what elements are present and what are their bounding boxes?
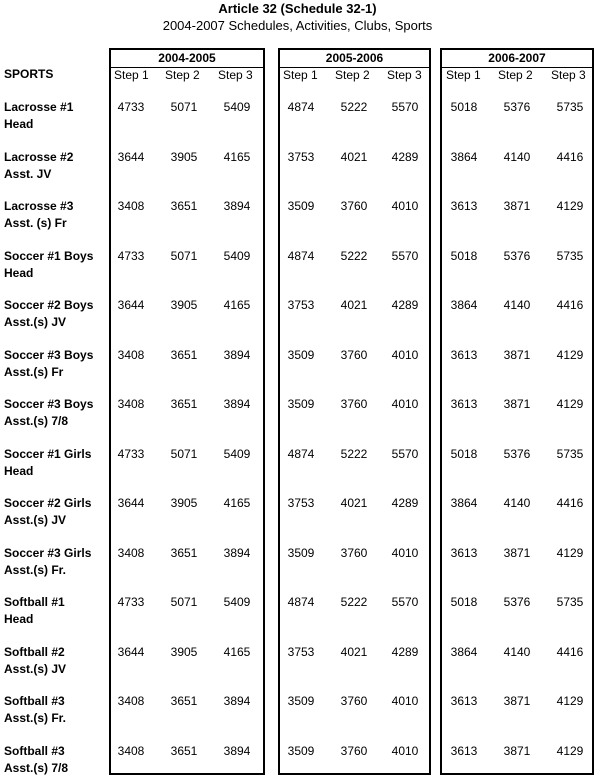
salary-cell: 3871 — [503, 397, 531, 411]
sport-position: Head — [4, 612, 34, 626]
salary-cell: 4010 — [391, 199, 419, 213]
year-header: 2005-2006 — [325, 51, 384, 65]
step-header: Step 3 — [218, 68, 253, 82]
salary-cell: 3408 — [117, 347, 145, 362]
salary-cell: 3408 — [117, 199, 145, 213]
salary-cell: 4165 — [223, 149, 251, 164]
salary-cell: 3871 — [503, 743, 531, 758]
salary-cell: 3871 — [503, 545, 531, 560]
step-header: Step 2 — [165, 68, 200, 82]
salary-cell: 3613 — [450, 743, 478, 758]
salary-cell: 4289 — [391, 298, 419, 312]
salary-cell: 3644 — [117, 644, 145, 659]
salary-cell: 4010 — [391, 545, 419, 560]
salary-cell: 3864 — [450, 149, 478, 164]
salary-cell: 3509 — [287, 397, 315, 411]
salary-cell: 3905 — [170, 644, 198, 659]
salary-cell: 5071 — [170, 248, 198, 263]
salary-cell: 3644 — [117, 149, 145, 164]
year-header: 2006-2007 — [488, 51, 546, 65]
salary-cell: 3753 — [287, 644, 315, 659]
salary-cell: 5018 — [450, 248, 478, 263]
year-header: 2004-2005 — [158, 51, 216, 65]
salary-cell: 5071 — [170, 595, 198, 609]
salary-cell: 5018 — [450, 446, 478, 461]
salary-cell: 5409 — [223, 248, 251, 263]
salary-cell: 3894 — [223, 694, 251, 708]
sport-position: Asst.(s) JV — [4, 513, 67, 527]
salary-cell: 4416 — [556, 496, 584, 510]
sport-position: Asst. JV — [4, 166, 52, 181]
salary-cell: 5735 — [556, 248, 584, 263]
salary-cell: 4010 — [391, 347, 419, 362]
salary-cell: 3894 — [223, 545, 251, 560]
salary-cell: 3644 — [117, 496, 145, 510]
salary-cell: 3651 — [170, 545, 198, 560]
salary-cell: 3864 — [450, 298, 478, 312]
step-header: Step 3 — [551, 68, 586, 82]
salary-cell: 5222 — [340, 595, 368, 609]
salary-cell: 4289 — [391, 644, 419, 659]
salary-cell: 3760 — [340, 199, 368, 213]
salary-cell: 5735 — [556, 595, 584, 609]
salary-cell: 3894 — [223, 347, 251, 362]
salary-cell: 3651 — [170, 199, 198, 213]
sport-name: Soccer #3 Boys — [4, 397, 94, 411]
salary-cell: 4010 — [391, 694, 419, 708]
salary-cell: 4874 — [287, 100, 315, 114]
salary-cell: 4140 — [503, 644, 531, 659]
salary-cell: 3408 — [117, 743, 145, 758]
salary-cell: 3760 — [340, 397, 368, 411]
salary-cell: 3864 — [450, 496, 478, 510]
salary-cell: 4874 — [287, 595, 315, 609]
salary-cell: 4165 — [223, 644, 251, 659]
sport-name: Lacrosse #2 — [4, 149, 74, 164]
salary-cell: 3894 — [223, 199, 251, 213]
salary-cell: 3905 — [170, 298, 198, 312]
salary-cell: 4289 — [391, 149, 419, 164]
sport-position: Head — [4, 463, 34, 478]
salary-cell: 4140 — [503, 298, 531, 312]
salary-cell: 4289 — [391, 496, 419, 510]
sport-name: Softball #2 — [4, 644, 65, 659]
salary-cell: 3753 — [287, 298, 315, 312]
document-subtitle: 2004-2007 Schedules, Activities, Clubs, Sports — [162, 18, 433, 33]
salary-cell: 4021 — [340, 298, 368, 312]
sport-name: Soccer #1 Boys — [4, 248, 94, 263]
salary-cell: 3509 — [287, 347, 315, 362]
salary-cell: 3613 — [450, 397, 478, 411]
salary-cell: 5222 — [340, 446, 368, 461]
salary-cell: 4129 — [556, 694, 584, 708]
salary-cell: 3613 — [450, 347, 478, 362]
salary-cell: 5409 — [223, 446, 251, 461]
salary-cell: 5071 — [170, 446, 198, 461]
salary-cell: 5222 — [340, 248, 368, 263]
sport-position: Asst. (s) Fr — [4, 216, 67, 230]
salary-cell: 3408 — [117, 397, 145, 411]
salary-cell: 3651 — [170, 743, 198, 758]
salary-cell: 4140 — [503, 496, 531, 510]
salary-cell: 4021 — [340, 496, 368, 510]
sport-name: Soccer #3 Girls — [4, 545, 92, 560]
salary-cell: 3408 — [117, 545, 145, 560]
step-header: Step 1 — [114, 68, 149, 82]
salary-cell: 4416 — [556, 298, 584, 312]
sport-name: Soccer #2 Boys — [4, 298, 94, 312]
salary-cell: 3905 — [170, 496, 198, 510]
salary-cell: 5376 — [503, 100, 531, 114]
salary-cell: 3871 — [503, 199, 531, 213]
salary-cell: 3651 — [170, 397, 198, 411]
salary-cell: 5376 — [503, 446, 531, 461]
salary-cell: 5376 — [503, 248, 531, 263]
salary-cell: 5735 — [556, 100, 584, 114]
salary-cell: 3760 — [340, 694, 368, 708]
salary-cell: 3408 — [117, 694, 145, 708]
salary-cell: 4733 — [117, 248, 145, 263]
salary-cell: 5409 — [223, 595, 251, 609]
salary-cell: 4874 — [287, 248, 315, 263]
salary-cell: 3894 — [223, 397, 251, 411]
step-header: Step 2 — [498, 68, 533, 82]
sport-name: Lacrosse #1 — [4, 100, 74, 114]
step-header: Step 3 — [387, 68, 422, 82]
salary-cell: 5570 — [391, 595, 419, 609]
salary-cell: 4733 — [117, 100, 145, 114]
salary-cell: 3905 — [170, 149, 198, 164]
sport-name: Softball #3 — [4, 743, 65, 758]
salary-cell: 3753 — [287, 149, 315, 164]
step-header: Step 2 — [335, 68, 370, 82]
sport-name: Soccer #2 Girls — [4, 496, 92, 510]
salary-cell: 4010 — [391, 397, 419, 411]
sport-position: Asst.(s) JV — [4, 315, 67, 329]
sport-position: Asst.(s) Fr. — [4, 711, 67, 725]
salary-cell: 4874 — [287, 446, 315, 461]
sport-position: Asst.(s) 7/8 — [4, 760, 69, 775]
salary-cell: 3509 — [287, 199, 315, 213]
salary-cell: 4021 — [340, 149, 368, 164]
salary-cell: 3613 — [450, 694, 478, 708]
salary-cell: 5409 — [223, 100, 251, 114]
sport-position: Head — [4, 265, 34, 280]
salary-cell: 5735 — [556, 446, 584, 461]
salary-cell: 5222 — [340, 100, 368, 114]
salary-cell: 3760 — [340, 347, 368, 362]
salary-cell: 4733 — [117, 446, 145, 461]
sport-position: Asst.(s) JV — [4, 661, 67, 676]
sport-name: Lacrosse #3 — [4, 199, 74, 213]
salary-cell: 3509 — [287, 743, 315, 758]
sport-position: Asst.(s) Fr. — [4, 562, 67, 577]
salary-cell: 3644 — [117, 298, 145, 312]
salary-cell: 3613 — [450, 545, 478, 560]
sport-position: Head — [4, 117, 34, 131]
salary-cell: 4129 — [556, 397, 584, 411]
salary-cell: 4165 — [223, 298, 251, 312]
salary-cell: 4129 — [556, 743, 584, 758]
salary-cell: 3509 — [287, 545, 315, 560]
salary-cell: 3651 — [170, 347, 198, 362]
salary-cell: 3753 — [287, 496, 315, 510]
step-header: Step 1 — [446, 68, 481, 82]
sport-name: Softball #3 — [4, 694, 65, 708]
sport-position: Asst.(s) Fr — [4, 364, 64, 379]
step-header: Step 1 — [283, 68, 318, 82]
salary-cell: 3871 — [503, 347, 531, 362]
salary-cell: 3651 — [170, 694, 198, 708]
salary-cell: 4129 — [556, 199, 584, 213]
salary-cell: 3760 — [340, 743, 368, 758]
salary-cell: 4416 — [556, 149, 584, 164]
salary-cell: 4021 — [340, 644, 368, 659]
sport-name: Soccer #1 Girls — [4, 446, 92, 461]
salary-cell: 5376 — [503, 595, 531, 609]
salary-cell: 4165 — [223, 496, 251, 510]
salary-cell: 3509 — [287, 694, 315, 708]
salary-cell: 5570 — [391, 248, 419, 263]
sport-position: Asst.(s) 7/8 — [4, 414, 69, 428]
salary-cell: 4416 — [556, 644, 584, 659]
salary-cell: 5018 — [450, 595, 478, 609]
salary-cell: 5570 — [391, 100, 419, 114]
sports-column-header: SPORTS — [4, 67, 54, 81]
salary-cell: 3760 — [340, 545, 368, 560]
salary-cell: 3864 — [450, 644, 478, 659]
salary-cell: 3894 — [223, 743, 251, 758]
sport-name: Soccer #3 Boys — [4, 347, 94, 362]
salary-cell: 3613 — [450, 199, 478, 213]
salary-cell: 4733 — [117, 595, 145, 609]
document-title: Article 32 (Schedule 32-1) — [218, 1, 377, 16]
salary-cell: 4010 — [391, 743, 419, 758]
salary-cell: 4140 — [503, 149, 531, 164]
salary-cell: 4129 — [556, 347, 584, 362]
salary-cell: 5570 — [391, 446, 419, 461]
salary-cell: 5071 — [170, 100, 198, 114]
sport-name: Softball #1 — [4, 595, 65, 609]
salary-cell: 3871 — [503, 694, 531, 708]
salary-cell: 5018 — [450, 100, 478, 114]
salary-cell: 4129 — [556, 545, 584, 560]
